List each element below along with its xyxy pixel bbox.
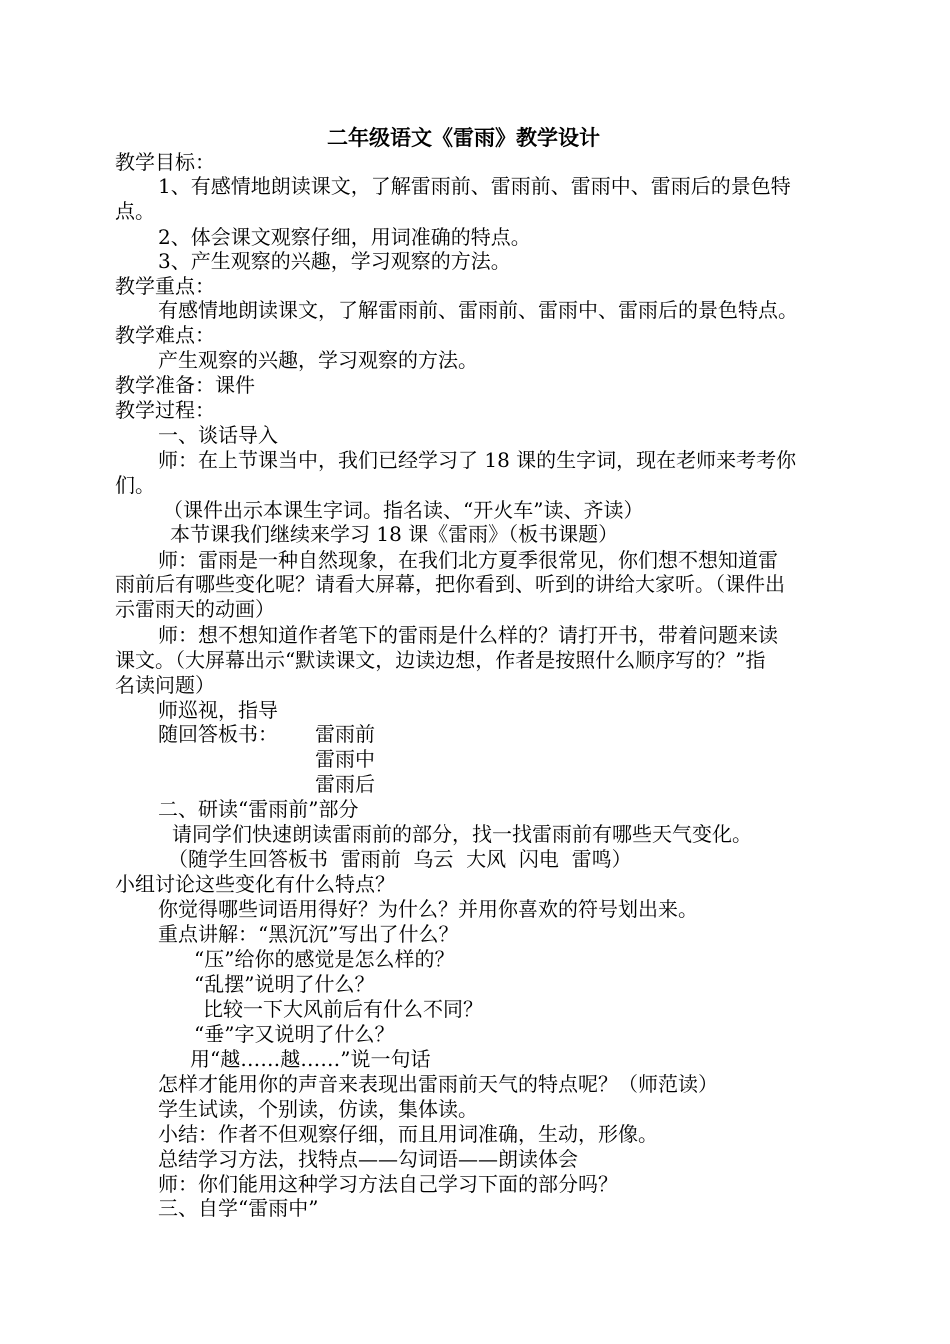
- paragraph-line: 师巡视，指导: [158, 698, 278, 722]
- paragraph-line: 师：雷雨是一种自然现象，在我们北方夏季很常见，你们想不想知道雷: [158, 548, 778, 572]
- paragraph-line: 雨前后有哪些变化呢？请看大屏幕，把你看到、听到的讲给大家听。（课件出: [115, 572, 785, 596]
- paragraph-line: 小组讨论这些变化有什么特点？: [115, 872, 395, 896]
- section-3-heading: 三、自学“雷雨中”: [158, 1196, 319, 1220]
- paragraph-line: “压”给你的感觉是怎么样的？: [194, 947, 455, 971]
- goal-1-line-1: 1、有感情地朗读课文，了解雷雨前、雷雨前、雷雨中、雷雨后的景色特: [158, 174, 791, 198]
- section-2-heading: 二、研读“雷雨前”部分: [158, 797, 359, 821]
- heading-key-points: 教学重点：: [115, 274, 215, 298]
- heading-process: 教学过程：: [115, 398, 215, 422]
- paragraph-line: 请同学们快速朗读雷雨前的部分，找一找雷雨前有哪些天气变化。: [172, 822, 752, 846]
- heading-difficulties: 教学难点：: [115, 323, 215, 347]
- paragraph-line: 师：想不想知道作者笔下的雷雨是什么样的？请打开书，带着问题来读: [158, 623, 778, 647]
- paragraph-line: 们。: [115, 473, 155, 497]
- heading-teaching-goals: 教学目标：: [115, 150, 215, 174]
- paragraph-line: 课文。（大屏幕出示“默读课文，边读边想，作者是按照什么顺序写的？”指: [115, 648, 766, 672]
- paragraph-line: 小结：作者不但观察仔细，而且用词准确，生动，形像。: [158, 1122, 658, 1146]
- paragraph-line: 本节课我们继续来学习 18 课《雷雨》（板书课题）: [170, 522, 619, 546]
- paragraph-line: 用“越……越……”说一句话: [190, 1047, 431, 1071]
- goal-3: 3、产生观察的兴趣，学习观察的方法。: [158, 249, 511, 273]
- paragraph-line: 你觉得哪些词语用得好？为什么？并用你喜欢的符号划出来。: [158, 897, 698, 921]
- paragraph-line: （课件出示本课生字词。指名读、“开火车”读、齐读）: [163, 498, 644, 522]
- board-item: 雷雨后: [315, 772, 375, 796]
- paragraph-line: 名读问题）: [115, 673, 215, 697]
- paragraph-line: 总结学习方法，找特点——勾词语——朗读体会: [158, 1147, 578, 1171]
- goal-1-line-2: 点。: [115, 199, 155, 223]
- heading-preparation: 教学准备：课件: [115, 373, 255, 397]
- goal-2: 2、体会课文观察仔细，用词准确的特点。: [158, 225, 531, 249]
- paragraph-line: “乱摆”说明了什么？: [194, 972, 375, 996]
- paragraph-line: “垂”字又说明了什么？: [194, 1022, 395, 1046]
- paragraph-line: 师：你们能用这种学习方法自己学习下面的部分吗？: [158, 1172, 618, 1196]
- paragraph-line: 随回答板书：: [158, 722, 278, 746]
- paragraph-line: 怎样才能用你的声音来表现出雷雨前天气的特点呢？（师范读）: [158, 1072, 718, 1096]
- paragraph-line: 比较一下大风前后有什么不同？: [203, 997, 483, 1021]
- difficulty-text: 产生观察的兴趣，学习观察的方法。: [158, 348, 478, 372]
- board-item: 雷雨前: [315, 722, 375, 746]
- board-item: 雷雨中: [315, 747, 375, 771]
- paragraph-line: 师：在上节课当中，我们已经学习了 18 课的生字词，现在老师来考考你: [158, 448, 797, 472]
- key-point-text: 有感情地朗读课文，了解雷雨前、雷雨前、雷雨中、雷雨后的景色特点。: [158, 298, 798, 322]
- paragraph-line: 重点讲解：“黑沉沉”写出了什么？: [158, 922, 459, 946]
- paragraph-line: 学生试读，个别读，仿读，集体读。: [158, 1097, 478, 1121]
- paragraph-line: 示雷雨天的动画）: [115, 597, 275, 621]
- section-1-heading: 一、谈话导入: [158, 423, 278, 447]
- document-title: 二年级语文《雷雨》教学设计: [327, 125, 600, 150]
- paragraph-line: （随学生回答板书 雷雨前 乌云 大风 闪电 雷鸣）: [168, 847, 632, 871]
